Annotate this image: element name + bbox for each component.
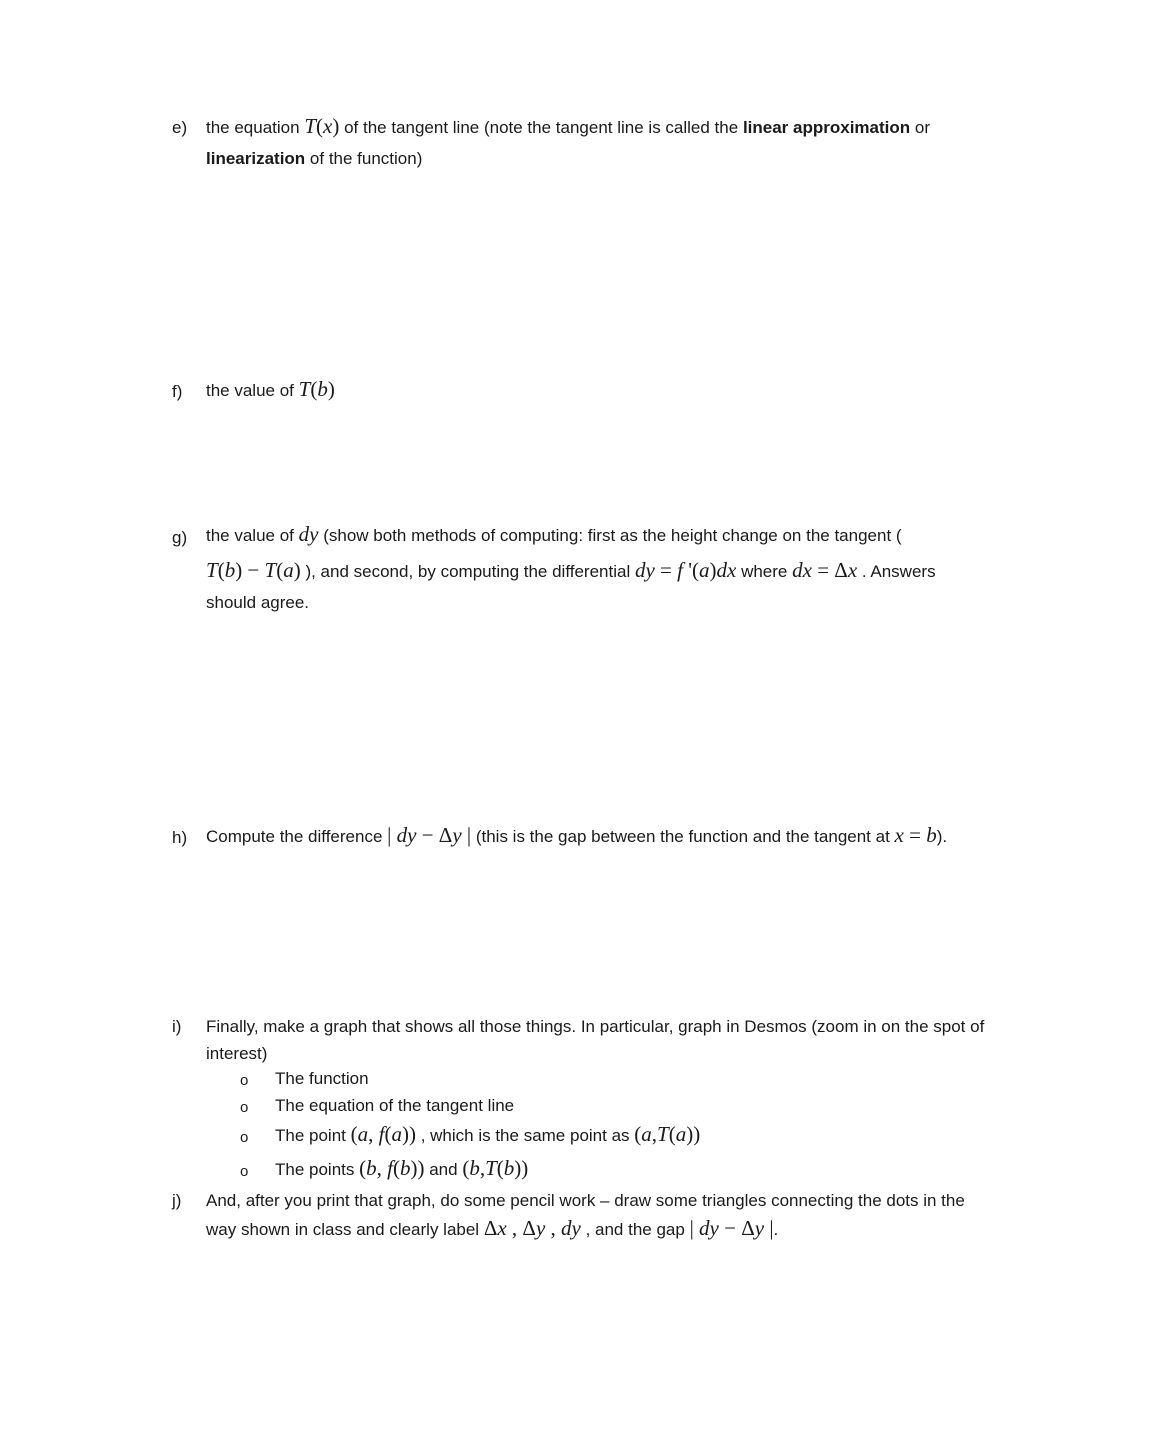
math: |: [764, 1216, 774, 1240]
bold-term: linearization: [206, 149, 306, 168]
math: (: [384, 1122, 392, 1146]
text: interest): [206, 1044, 268, 1063]
item-label: f): [172, 382, 183, 401]
item-g-line-1: [206, 522, 902, 547]
item-f-line-1: [206, 377, 335, 402]
math: a: [391, 1122, 402, 1146]
text: (show both methods of computing: first as the height change on the tangent (: [323, 526, 902, 545]
math: (: [634, 1122, 642, 1146]
math: ): [709, 558, 717, 582]
text: the equation: [206, 118, 300, 137]
item-i-line-2: [206, 1044, 267, 1064]
math: f: [387, 1156, 393, 1180]
bullet-circle-icon: o: [240, 1163, 249, 1180]
math: (: [217, 558, 225, 582]
text: ).: [936, 827, 948, 846]
math: )): [410, 1156, 425, 1180]
bullet-item-tangent-equation: [275, 1096, 514, 1116]
item-i-line-1: [206, 1017, 984, 1037]
math: (: [359, 1156, 367, 1180]
text: . Answers: [861, 562, 936, 581]
text: The point: [275, 1126, 346, 1145]
math: a: [699, 558, 710, 582]
text: Compute the difference: [206, 827, 383, 846]
math: b: [224, 558, 236, 582]
math: b: [503, 1156, 515, 1180]
bullet-circle-icon: o: [240, 1099, 249, 1116]
math: (: [496, 1156, 504, 1180]
text: Finally, make a graph that shows all those things. In particular, graph in Desmos (zoom in on the spot of: [206, 1017, 985, 1036]
math: x: [847, 558, 858, 582]
bullet-circle-icon: o: [240, 1129, 249, 1146]
math: a: [357, 1122, 369, 1146]
text: of the tangent line (note the tangent line is called the: [344, 118, 739, 137]
math: b: [399, 1156, 411, 1180]
math: a: [283, 558, 294, 582]
math: ,: [368, 1122, 379, 1146]
text: should agree.: [206, 593, 310, 612]
text: And, after you print that graph, do some pencil work – draw some triangles connecting the dots in the: [206, 1191, 965, 1210]
math: (: [668, 1122, 676, 1146]
text: or: [914, 118, 930, 137]
math: b: [317, 377, 328, 401]
math: ,: [545, 1216, 562, 1240]
math: − Δ: [416, 823, 453, 847]
math: T: [264, 558, 277, 582]
math: )): [514, 1156, 529, 1180]
math: x: [497, 1216, 507, 1240]
item-label: j): [172, 1191, 182, 1210]
text: The points: [275, 1160, 355, 1179]
item-g-line-3: [206, 593, 309, 613]
math: dy: [561, 1216, 581, 1240]
text: ), and second, by computing the differential: [305, 562, 631, 581]
math: y: [754, 1216, 765, 1240]
math: |: [461, 823, 472, 847]
text: the value of: [206, 381, 294, 400]
math: Δ: [483, 1216, 498, 1240]
item-j-line-1: [206, 1191, 965, 1211]
math: |: [387, 823, 397, 847]
item-label: g): [172, 528, 188, 547]
math: T: [485, 1156, 497, 1180]
item-label: h): [172, 828, 188, 847]
math: dy: [298, 522, 319, 546]
math: − Δ: [718, 1216, 755, 1240]
math: (: [310, 377, 318, 401]
text: the value of: [206, 526, 294, 545]
math: a: [641, 1122, 652, 1146]
math: y: [535, 1216, 546, 1240]
math: =: [903, 823, 927, 847]
math: dy: [634, 558, 655, 582]
text: way shown in class and clearly label: [206, 1220, 480, 1239]
math: ,: [506, 1216, 523, 1240]
math: T: [206, 558, 218, 582]
math: x: [894, 823, 904, 847]
math: dx: [792, 558, 812, 582]
math: '(: [682, 558, 700, 582]
math: b: [469, 1156, 480, 1180]
bold-term: linear approximation: [742, 118, 911, 137]
text: and: [429, 1160, 458, 1179]
math: T: [298, 377, 311, 401]
math: y: [452, 823, 462, 847]
math: (: [276, 558, 284, 582]
item-h-line-1: [206, 823, 947, 848]
text: , and the gap: [585, 1220, 685, 1239]
math: b: [366, 1156, 377, 1180]
math: Δ: [522, 1216, 536, 1240]
math: (: [316, 114, 324, 138]
bullet-circle-icon: o: [240, 1072, 249, 1089]
bullet-item-point-a: [275, 1122, 700, 1147]
math: ): [293, 558, 301, 582]
math: |: [689, 1216, 700, 1240]
item-e-line-2: [206, 149, 422, 169]
math: ) −: [235, 558, 265, 582]
math: ,: [651, 1122, 658, 1146]
math: =: [654, 558, 678, 582]
math: dx: [716, 558, 737, 582]
item-j-line-2: [206, 1216, 778, 1241]
math: ,: [376, 1156, 388, 1180]
bullet-item-points-b: [275, 1156, 528, 1181]
math: ,: [479, 1156, 486, 1180]
math: x: [323, 114, 333, 138]
math: (: [392, 1156, 400, 1180]
text: The function: [275, 1069, 369, 1088]
item-label: e): [172, 118, 188, 137]
math: T: [304, 114, 317, 138]
item-label: i): [172, 1017, 182, 1036]
text: , which is the same point as: [420, 1126, 630, 1145]
text: .: [773, 1220, 779, 1239]
math: (: [462, 1156, 470, 1180]
bullet-item-function: [275, 1069, 369, 1089]
math: )): [401, 1122, 416, 1146]
math: b: [926, 823, 937, 847]
math: = Δ: [811, 558, 848, 582]
math: T: [657, 1122, 669, 1146]
math: a: [675, 1122, 687, 1146]
math: )): [686, 1122, 701, 1146]
math: dy: [396, 823, 417, 847]
item-e-line-1: [206, 114, 930, 139]
math: (: [350, 1122, 358, 1146]
math: ): [327, 377, 335, 401]
text: The equation of the tangent line: [275, 1096, 515, 1115]
math: f: [378, 1122, 385, 1146]
item-g-line-2: [206, 558, 936, 583]
math: f: [677, 558, 683, 582]
math: dy: [699, 1216, 719, 1240]
text: where: [741, 562, 788, 581]
text: of the function): [309, 149, 423, 168]
text: (this is the gap between the function and the tangent at: [475, 827, 890, 846]
math: ): [332, 114, 340, 138]
